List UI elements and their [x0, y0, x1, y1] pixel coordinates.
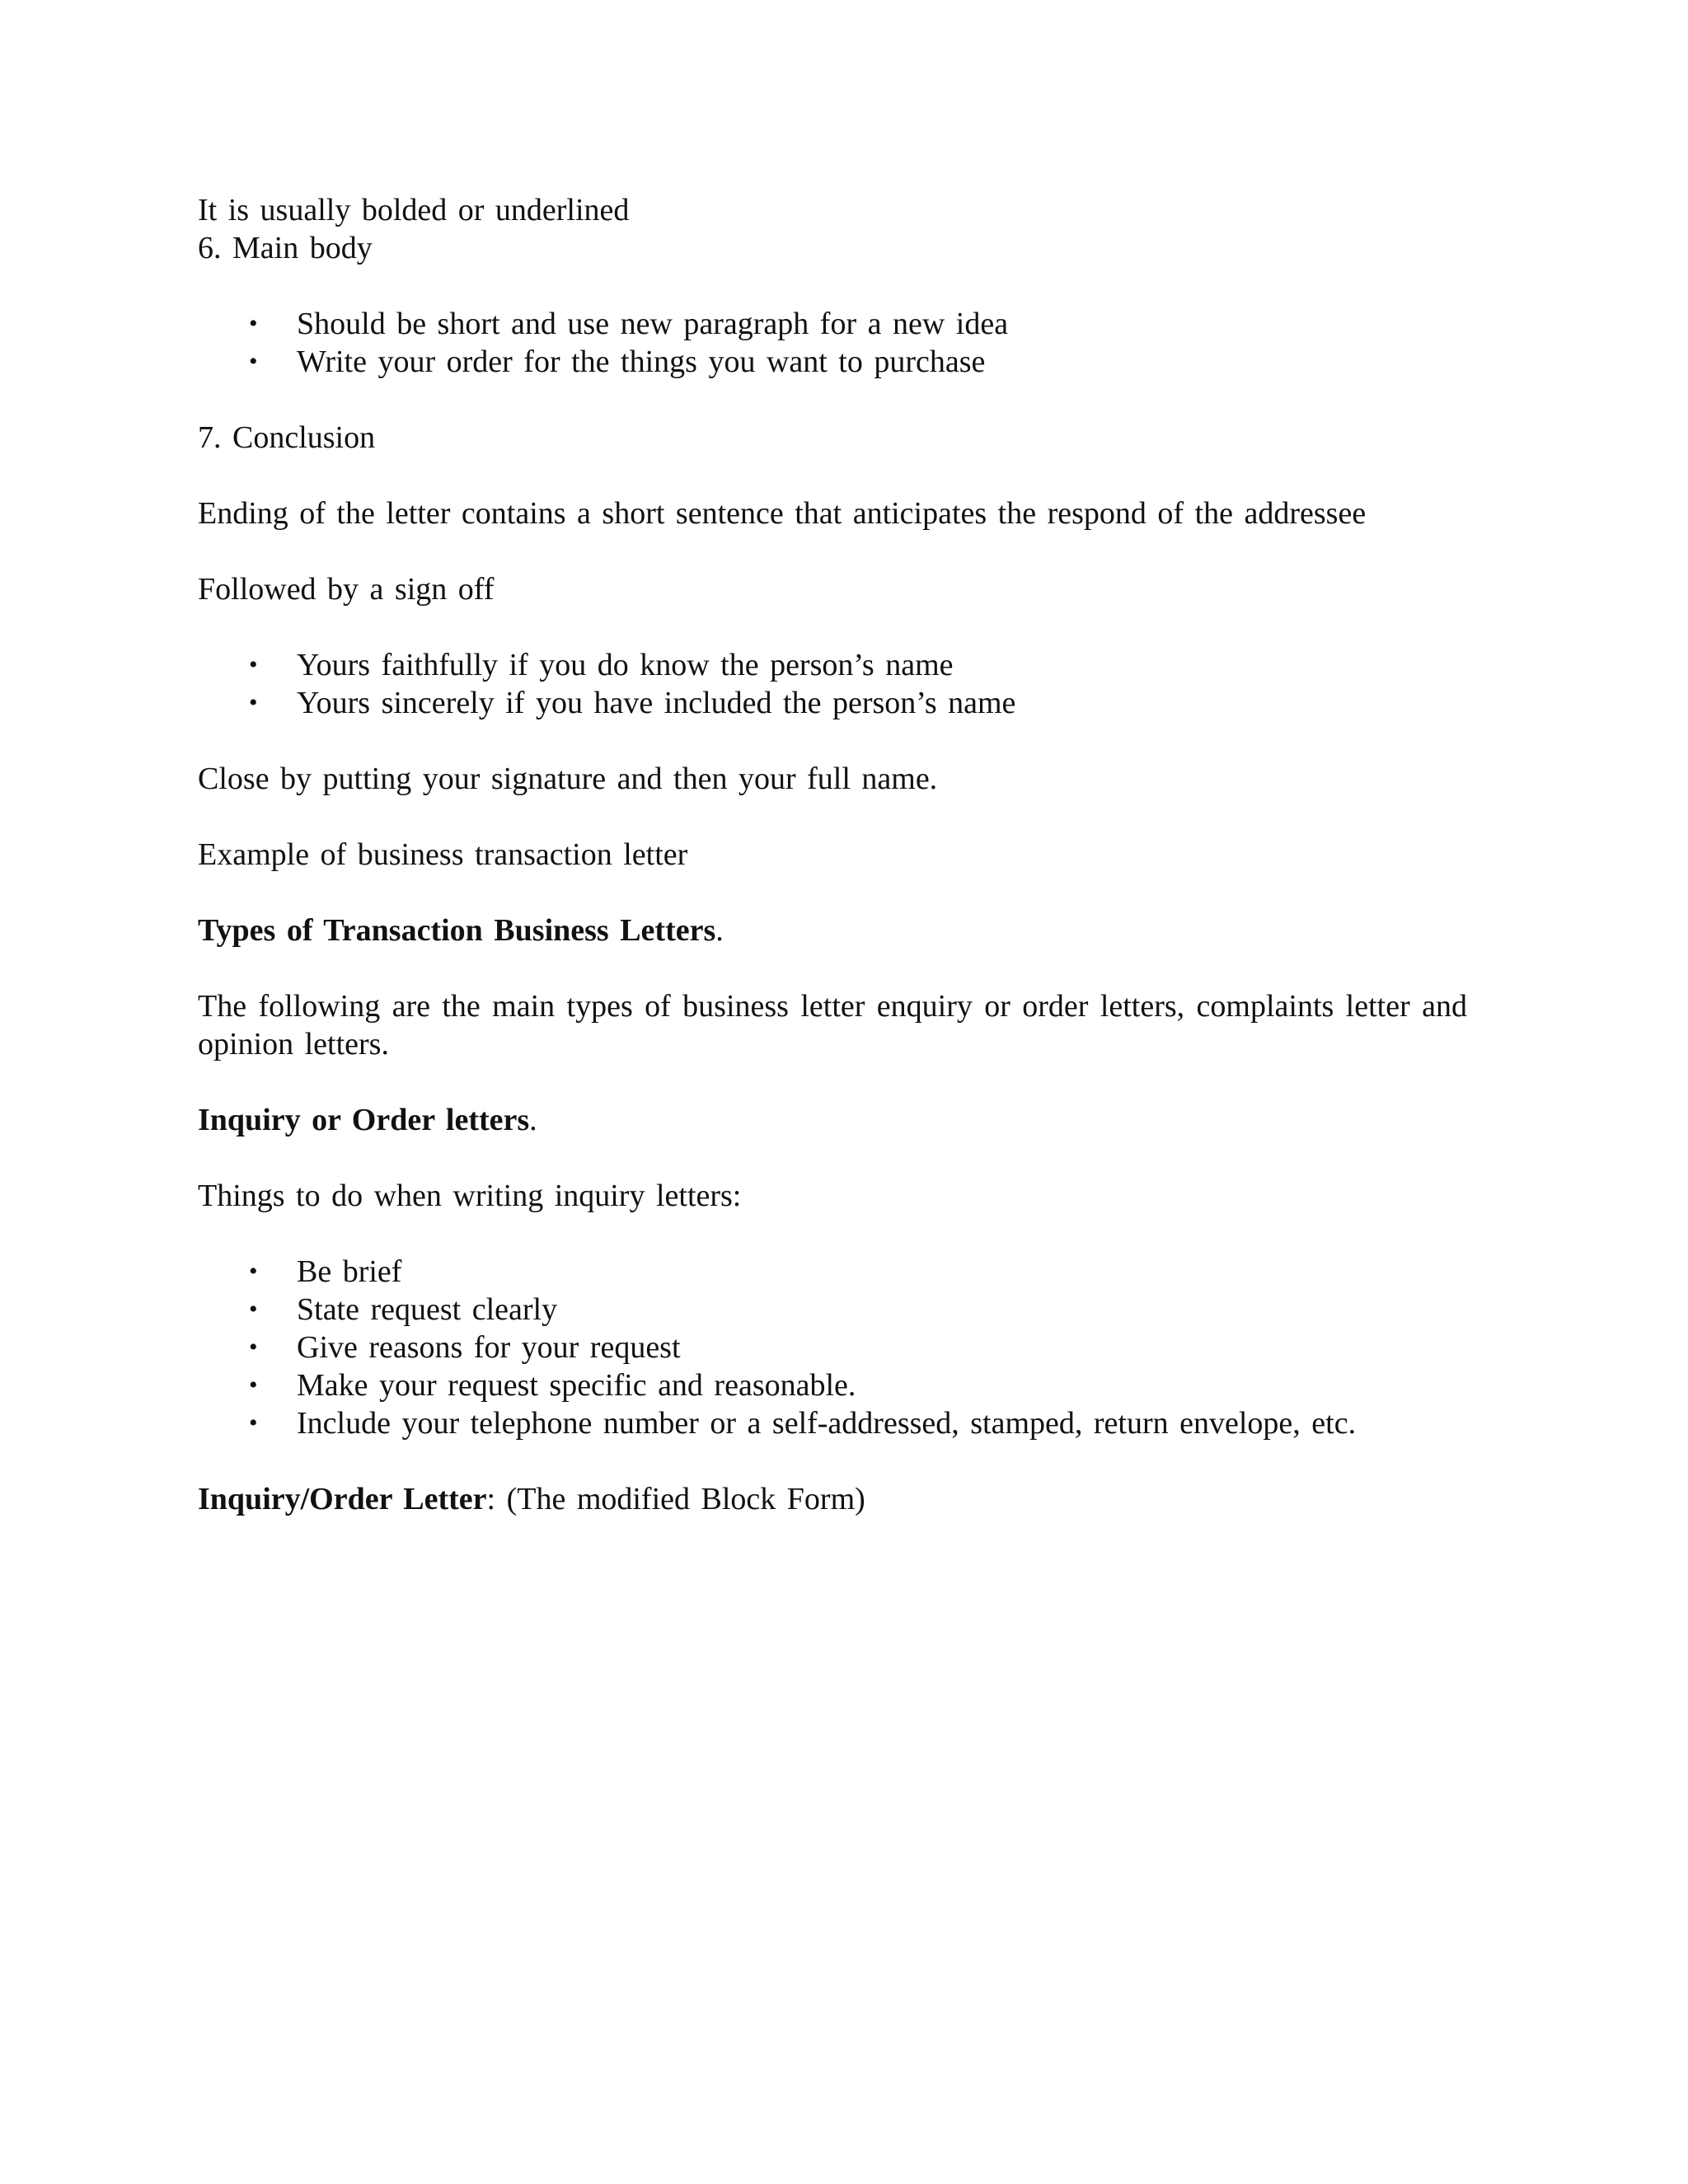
main-body-heading: 6. Main body — [198, 231, 373, 265]
types-paragraph: The following are the main types of business letter enquiry or order letters, complaints letter and opinion letters. — [198, 989, 1467, 1062]
main-body-bullet-list — [198, 305, 1467, 381]
example-line: Example of business transaction letter — [198, 837, 688, 872]
list-item-text: Give reasons for your request — [297, 1330, 681, 1365]
document-page — [198, 191, 1467, 1518]
list-item — [198, 1404, 1467, 1442]
spacer — [198, 874, 1467, 912]
followed-by-line: Followed by a sign off — [198, 572, 495, 607]
bullet-icon: • — [249, 348, 258, 375]
bullet-icon: • — [249, 1296, 258, 1323]
inquiry-heading-text: Inquiry or Order letters — [198, 1103, 530, 1137]
spacer — [198, 1215, 1467, 1253]
final-heading-bold: Inquiry/Order Letter — [198, 1482, 487, 1516]
inquiry-heading-punct: . — [529, 1103, 537, 1137]
list-item — [198, 305, 1467, 343]
list-item — [198, 1329, 1467, 1366]
spacer — [198, 381, 1467, 419]
bullet-icon: • — [249, 310, 258, 337]
spacer — [198, 267, 1467, 305]
spacer — [198, 798, 1467, 836]
spacer — [198, 1063, 1467, 1101]
bullet-icon: • — [249, 1333, 258, 1361]
list-item — [198, 646, 1467, 684]
usually-bolded-line: It is usually bolded or underlined — [198, 193, 630, 227]
ending-paragraph: Ending of the letter contains a short sentence that anticipates the respond of the addressee — [198, 496, 1367, 531]
types-heading — [198, 912, 1467, 949]
list-item-text: Be brief — [297, 1254, 402, 1289]
list-item-text: Write your order for the things you want to purchase — [297, 344, 986, 379]
list-item-text: Make your request specific and reasonable. — [297, 1368, 856, 1403]
spacer — [198, 457, 1467, 494]
list-item-text: State request clearly — [297, 1292, 558, 1327]
spacer — [198, 722, 1467, 760]
bullet-icon: • — [249, 1371, 258, 1399]
conclusion-heading: 7. Conclusion — [198, 420, 376, 455]
final-heading-rest: : (The modified Block Form) — [486, 1482, 865, 1516]
types-heading-punct: . — [715, 913, 724, 948]
list-item-text: Should be short and use new paragraph for a new idea — [297, 307, 1009, 341]
list-item — [198, 684, 1467, 722]
list-item-text: Include your telephone number or a self-addressed, stamped, return envelope, etc. — [297, 1406, 1357, 1441]
list-item-text: Yours sincerely if you have included the person’s name — [297, 686, 1016, 720]
bullet-icon: • — [249, 651, 258, 678]
spacer — [198, 949, 1467, 987]
inquiry-heading — [198, 1101, 1467, 1139]
bullet-icon: • — [249, 1409, 258, 1436]
final-heading — [198, 1480, 1467, 1518]
bullet-icon: • — [249, 1258, 258, 1285]
list-item-text: Yours faithfully if you do know the person’s name — [297, 648, 954, 682]
things-to-do-line: Things to do when writing inquiry letters: — [198, 1179, 742, 1213]
list-item — [198, 1253, 1467, 1291]
spacer — [198, 1139, 1467, 1177]
list-item — [198, 343, 1467, 381]
spacer — [198, 608, 1467, 646]
list-item — [198, 1366, 1467, 1404]
list-item — [198, 1291, 1467, 1329]
close-paragraph: Close by putting your signature and then your full name. — [198, 762, 938, 796]
inquiry-bullet-list — [198, 1253, 1467, 1442]
types-heading-text: Types of Transaction Business Letters — [198, 913, 716, 948]
spacer — [198, 1442, 1467, 1480]
signoff-bullet-list — [198, 646, 1467, 722]
bullet-icon: • — [249, 689, 258, 716]
spacer — [198, 532, 1467, 570]
